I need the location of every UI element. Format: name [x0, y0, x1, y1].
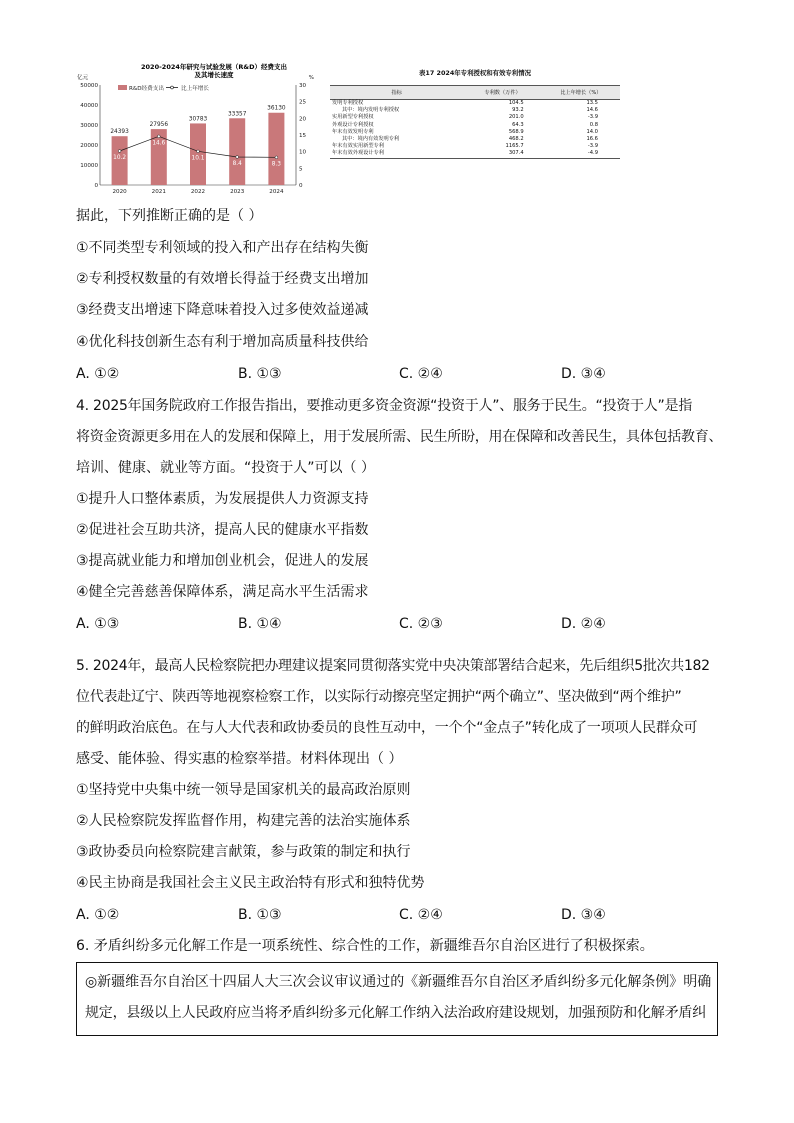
bar-value-label: 36130: [267, 105, 286, 112]
q3-stem: 据此，下列推断正确的是（ ）: [76, 208, 263, 224]
table-header-count: 专利数（万件）: [463, 86, 541, 100]
q5-option-c: C. ②④: [399, 907, 443, 923]
q5-item-1: ①坚持党中央集中统一领导是国家机关的最高政治原则: [76, 782, 411, 798]
bar-value-label: 24393: [110, 129, 129, 136]
table-cell-growth: -3.9: [587, 114, 598, 121]
bar-value-label: 30783: [188, 116, 208, 123]
right-tick-label: 20: [299, 116, 307, 123]
table-cell-growth: 0.8: [589, 121, 598, 128]
x-tick-label: 2023: [230, 189, 245, 195]
q6-stem: 6. 矛盾纠纷多元化解工作是一项系统性、综合性的工作，新疆维吾尔自治区进行了积极探索。: [76, 938, 654, 954]
growth-point: [197, 150, 200, 153]
legend-line-marker: [171, 86, 174, 89]
right-axis-unit: %: [308, 75, 314, 81]
table-cell-count: 307.4: [463, 150, 541, 158]
q3-option-c: C. ②④: [399, 366, 443, 382]
table-cell-growth: -3.9: [587, 143, 598, 150]
q5-option-b: B. ①③: [238, 907, 282, 923]
q5-option-d: D. ③④: [561, 907, 606, 923]
q4-line-1: 4. 2025年国务院政府工作报告指出，要推动更多资金资源“投资于人”、服务于民生。“投资于人”是指: [76, 398, 692, 414]
q3-option-a: A. ①②: [76, 366, 120, 382]
table-cell-growth: 14.0: [586, 128, 598, 135]
q5-line-4: 感受、能体验、得实惠的检察举措。材料体现出（ ）: [76, 751, 403, 767]
table-cell-indicator: 年末有效实用新型专利: [332, 143, 384, 150]
legend-line-label: 比上年增长: [181, 86, 209, 92]
q5-line-1: 5. 2024年，最高人民检察院把办理建议提案同贯彻落实党中央决策部署结合起来，先后组织5批次共182: [76, 658, 710, 674]
chart-svg: [74, 62, 319, 198]
rd-expenditure-chart: [74, 62, 319, 198]
q5-item-4: ④民主协商是我国社会主义民主政治特有形式和独特优势: [76, 875, 425, 891]
table-title: 表17 2024年专利授权和有效专利情况: [419, 69, 531, 77]
table-header-indicator: 指标: [330, 86, 463, 100]
table-cell-count: 468.2: [508, 136, 524, 143]
table-row: [330, 129, 620, 136]
table-cell-count: 64.3: [512, 121, 524, 128]
x-tick-label: 2020: [112, 189, 127, 195]
table-cell-growth: 13.5: [586, 100, 598, 106]
bar: [190, 123, 206, 185]
table-header-row: [330, 86, 620, 100]
growth-value-label: 8.3: [271, 161, 282, 168]
q4-option-d: D. ②④: [561, 616, 606, 632]
q4-option-c: C. ②③: [399, 616, 443, 632]
q4-option-b: B. ①④: [238, 616, 282, 632]
table-cell-indicator: 年末有效发明专利: [332, 128, 374, 135]
right-tick-label: 10: [299, 149, 307, 156]
table-cell-count: 201.0: [508, 114, 524, 121]
q4-line-2: 将资金资源更多用在人的发展和保障上，用于发展所需、民生所盼，用在保障和改善民生，具体包括教育、: [76, 429, 723, 445]
table-cell-indicator: 其中：境内有效发明专利: [342, 136, 400, 143]
left-tick-label: 10000: [80, 163, 98, 169]
right-tick-label: 30: [299, 83, 307, 89]
q4-line-3: 培训、健康、就业等方面。“投资于人”可以（ ）: [76, 460, 375, 476]
q5-option-a: A. ①②: [76, 907, 120, 923]
bar-value-label: 27956: [149, 122, 169, 129]
q3-item-3: ③经费支出增速下降意味着投入过多使效益递减: [76, 302, 369, 318]
growth-value-label: 14.6: [152, 140, 166, 147]
table-cell-count: 568.9: [508, 128, 524, 135]
q4-item-4: ④健全完善慈善保障体系，满足高水平生活需求: [76, 584, 369, 600]
table-cell-indicator: 年末有效外观设计专利: [330, 150, 463, 158]
table-cell-growth: -4.9: [542, 150, 620, 158]
chart-plot-area: [80, 83, 306, 195]
right-tick-label: 15: [299, 133, 307, 139]
q3-option-d: D. ③④: [561, 366, 606, 382]
table-row: [330, 114, 620, 121]
growth-value-label: 8.4: [232, 161, 242, 167]
table-cell-count: 104.5: [508, 100, 524, 106]
q3-item-2: ②专利授权数量的有效增长得益于经费支出增加: [76, 271, 369, 287]
legend-bar-label: R&D经费支出: [129, 86, 164, 92]
legend-bar-swatch: [118, 85, 127, 90]
x-tick-label: 2021: [151, 189, 166, 195]
x-tick-label: 2024: [269, 189, 284, 195]
table-header-growth: 比上年增长（%）: [542, 86, 620, 100]
q4-option-a: A. ①③: [76, 616, 120, 632]
q4-item-2: ②促进社会互助共济，提高人民的健康水平指数: [76, 522, 369, 538]
table-row: [330, 122, 620, 129]
q6-material-box: [76, 962, 718, 1036]
q4-item-1: ①提升人口整体素质，为发展提供人力资源支持: [76, 491, 369, 507]
growth-point: [157, 135, 160, 138]
table-cell-count: 93.2: [512, 107, 524, 114]
patent-table-block: [330, 68, 620, 196]
growth-point: [275, 156, 278, 159]
right-tick-label: 25: [299, 99, 307, 106]
table-row: [330, 150, 620, 158]
bar: [229, 118, 245, 185]
table-cell-indicator: 发明专利授权: [332, 100, 364, 106]
left-tick-label: 30000: [80, 123, 98, 129]
left-tick-label: 20000: [80, 143, 98, 149]
left-tick-label: 50000: [80, 83, 98, 89]
q3-item-4: ④优化科技创新生态有利于增加高质量科技供给: [76, 334, 369, 350]
bar-value-label: 33357: [227, 111, 247, 118]
q5-item-3: ③政协委员向检察院建言献策，参与政策的制定和执行: [76, 844, 411, 860]
chart-title-line1: 2020-2024年研究与试验发展（R&D）经费支出: [141, 63, 287, 71]
table-cell-count: 1165.7: [505, 143, 524, 150]
q5-line-2: 位代表赴辽宁、陕西等地视察检察工作，以实际行动擦亮坚定拥护“两个确立”、坚决做到“两个维护”: [76, 689, 682, 705]
table-cell-indicator: 实用新型专利授权: [332, 114, 374, 121]
left-tick-label: 0: [94, 183, 98, 189]
right-tick-label: 5: [299, 166, 303, 173]
q5-item-2: ②人民检察院发挥监督作用，构建完善的法治实施体系: [76, 813, 411, 829]
q6-material-text: ◎新疆维吾尔自治区十四届人大三次会议审议通过的《新疆维吾尔自治区矛盾纠纷多元化解条例》明确规定，县级以上人民政府应当将矛盾纠纷多元化解工作纳入法治政府建设规划，加强预防和化解矛盾纠: [85, 974, 711, 1021]
chart-legend: [118, 84, 209, 92]
q3-option-b: B. ①③: [238, 366, 282, 382]
x-tick-label: 2022: [190, 189, 206, 195]
q5-line-3: 的鲜明政治底色。在与人大代表和政协委员的良性互动中，一个个“金点子”转化成了一项项人民群众可: [76, 720, 698, 736]
q4-item-3: ③提高就业能力和增加创业机会，促进人的发展: [76, 553, 369, 569]
growth-value-label: 10.1: [191, 155, 205, 162]
growth-point: [118, 150, 121, 153]
table-cell-indicator: 其中：境内发明专利授权: [342, 107, 400, 114]
table-body: [330, 100, 620, 159]
right-tick-label: 0: [299, 183, 303, 189]
patent-table: [330, 85, 620, 159]
left-tick-label: 40000: [80, 103, 98, 109]
growth-value-label: 10.2: [113, 155, 127, 161]
table-cell-indicator: 外观设计专利授权: [332, 121, 374, 128]
chart-title-line2: 及其增长速度: [194, 71, 234, 79]
left-axis-unit: 亿元: [77, 75, 89, 81]
table-cell-growth: 16.6: [586, 136, 598, 143]
q3-item-1: ①不同类型专利领域的投入和产出存在结构失衡: [76, 240, 369, 256]
growth-point: [236, 156, 239, 159]
bar: [268, 113, 284, 185]
table-cell-growth: 14.6: [586, 107, 598, 114]
